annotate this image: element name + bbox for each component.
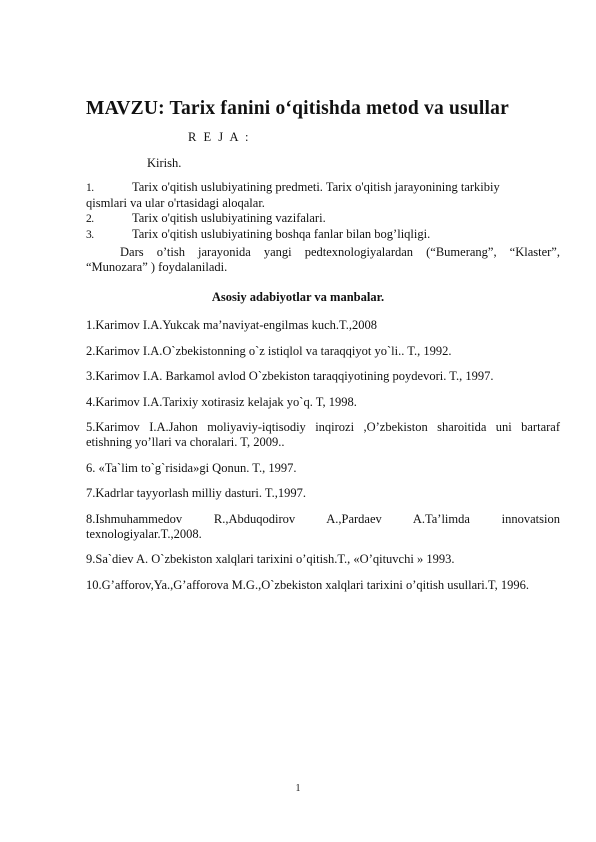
reference-item: 4.Karimov I.A.Tarixiy xotirasiz kelajak yo`q. T, 1998. <box>86 394 357 409</box>
reference-item: 7.Kadrlar tayyorlash milliy dasturi. T.,1997. <box>86 486 306 500</box>
plan-item-number: 1. <box>86 182 94 194</box>
plan-list <box>86 180 560 243</box>
plan-item-number: 2. <box>86 213 94 225</box>
reference-item: 3.Karimov I.A. Barkamol avlod O`zbekiston taraqqiyotining poydevori. T., 1997. <box>86 369 494 383</box>
plan-item <box>86 227 560 243</box>
plan-item-text: Tarix o'qitish uslubiyatining vazifalari. <box>132 211 326 225</box>
reference-item: 1.Karimov I.A.Yukcak ma’naviyat-engilmas kuch.T.,2008 <box>86 318 378 332</box>
plan-item-number: 3. <box>86 229 94 241</box>
reference-item: 9.Sa`diev A. O`zbekiston xalqlari tarixini o’qitish.T., «O’qituvchi » 1993. <box>86 552 455 566</box>
intro-label: Kirish. <box>147 156 182 170</box>
methods-paragraph: Dars o’tish jarayonida yangi pedtexnologiyalardan (“Bumerang”, “Klaster”, “Munozara” ) foydalaniladi. <box>86 245 560 274</box>
plan-item <box>86 180 560 211</box>
reference-item: 10.G’afforov,Ya.,G’afforova M.G.,O`zbekiston xalqlari tarixini o’qitish usullari.T, 1996. <box>86 577 529 592</box>
plan-item-continuation: qismlari va ular o'rtasidagi aloqalar. <box>86 196 265 210</box>
reference-item: 6. «Ta`lim to`g`risida»gi Qonun. T., 1997. <box>86 460 297 475</box>
plan-item-text: Tarix o'qitish uslubiyatining predmeti. Tarix o'qitish jarayonining tarkibiy <box>132 180 500 194</box>
sources-heading: Asosiy adabiyotlar va manbalar. <box>211 290 385 304</box>
reference-item: 2.Karimov I.A.O`zbekistonning o`z istiqlol va taraqqiyot yo`li.. T., 1992. <box>86 343 452 358</box>
plan-item-text: Tarix o'qitish uslubiyatining boshqa fanlar bilan bog’liqligi. <box>132 227 431 241</box>
reference-item: 8.Ishmuhammedov R.,Abduqodirov A.,Pardaev A.Ta’limda innovatsion texnologiyalar.T.,2008. <box>86 511 560 541</box>
plan-heading: R E J A : <box>188 130 251 144</box>
plan-item <box>86 211 560 227</box>
page-title: MAVZU: Tarix fanini o‘qitishda metod va usullar <box>86 98 509 119</box>
references-list <box>86 318 560 603</box>
reference-item: 5.Karimov I.A.Jahon moliyaviy-iqtisodiy inqirozi ,O’zbekiston sharoitida uni bartaraf etishning yo’llari va choralari. T, 2009.. <box>86 420 560 449</box>
page-number: 1 <box>295 783 301 794</box>
